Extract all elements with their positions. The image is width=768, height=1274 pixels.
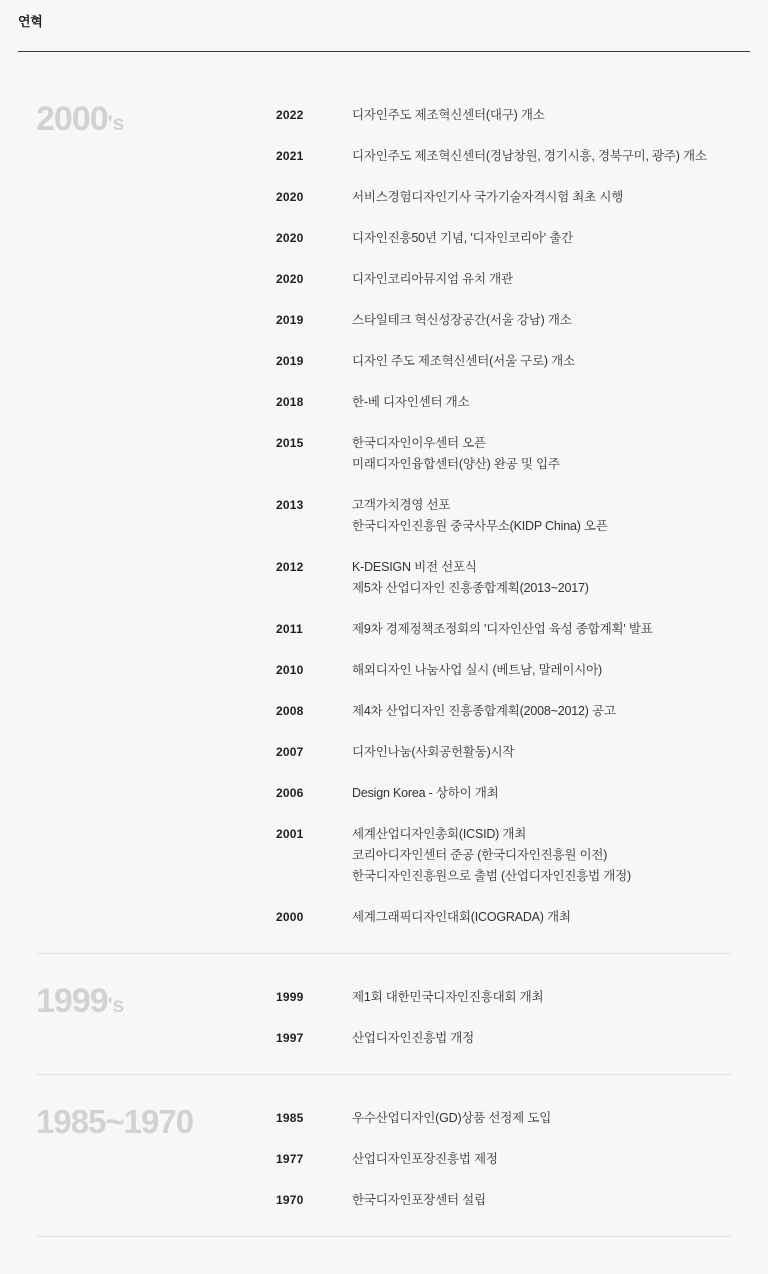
era-entries: [276, 1103, 732, 1210]
entry-texts: [352, 908, 732, 927]
entry-text: 디자인주도 제조혁신센터(대구) 개소: [352, 107, 545, 122]
entry-texts: [352, 661, 732, 680]
entry-year: 1985: [276, 1110, 304, 1125]
page-header: [0, 0, 768, 40]
entry-text: 스타일테크 혁신성장공간(서울 강남) 개소: [352, 312, 572, 327]
entry-texts: [352, 270, 732, 289]
timeline-entry: [276, 620, 732, 639]
entry-texts: [352, 106, 732, 125]
era-label: [36, 1103, 276, 1138]
timeline-entry: [276, 1191, 732, 1210]
timeline-entry: [276, 188, 732, 207]
timeline-era: [36, 953, 732, 1074]
entry-year: 2019: [276, 353, 304, 368]
era-label-main: 2000: [36, 99, 108, 138]
entry-text: 한국디자인진흥원으로 출범 (산업디자인진흥법 개정): [352, 868, 631, 883]
timeline-entry: [276, 702, 732, 721]
entry-year: 2011: [276, 621, 303, 636]
entry-text: 한국디자인포장센터 설립: [352, 1192, 486, 1207]
entry-text: 디자인코리아뮤지엄 유치 개관: [352, 271, 513, 286]
timeline-entry: [276, 825, 732, 886]
timeline-entry: [276, 393, 732, 412]
entry-texts: [352, 1150, 732, 1169]
entry-year: 1999: [276, 989, 304, 1004]
timeline-entry: [276, 1150, 732, 1169]
entry-text: 해외디자인 나눔사업 실시 (베트남, 말레이시아): [352, 662, 602, 677]
entry-year: 1977: [276, 1151, 304, 1166]
era-label-main: 1985~1970: [36, 1102, 194, 1140]
entry-year: 2020: [276, 271, 304, 286]
era-label-suffix: 's: [107, 993, 125, 1017]
era-label: [36, 982, 276, 1018]
entry-year: 2022: [276, 107, 304, 122]
era-label: [36, 100, 276, 136]
entry-texts: [352, 434, 732, 474]
timeline-entry: [276, 988, 732, 1007]
entry-text: 제9차 경제정책조정회의 '디자인산업 육성 종합계획' 발표: [352, 621, 653, 636]
timeline-entry: [276, 1109, 732, 1128]
timeline-entry: [276, 1029, 732, 1048]
timeline-era: [36, 1074, 732, 1236]
timeline-entry: [276, 743, 732, 762]
entry-text: 제4차 산업디자인 진흥종합계획(2008~2012) 공고: [352, 703, 616, 718]
entry-text: 서비스경험디자인기사 국가기술자격시험 최초 시행: [352, 189, 624, 204]
entry-year: 2012: [276, 559, 304, 574]
entry-texts: [352, 147, 732, 166]
entry-texts: [352, 311, 732, 330]
entry-year: 2020: [276, 189, 304, 204]
entry-texts: [352, 1191, 732, 1210]
entry-year: 2007: [276, 744, 304, 759]
entry-text: Design Korea - 상하이 개최: [352, 785, 499, 800]
entry-texts: [352, 352, 732, 371]
timeline-entry: [276, 147, 732, 166]
entry-texts: [352, 743, 732, 762]
timeline-entry: [276, 106, 732, 125]
timeline-entry: [276, 784, 732, 803]
entry-text: 한국디자인진흥원 중국사무소(KIDP China) 오픈: [352, 518, 608, 533]
entry-texts: [352, 620, 732, 639]
entry-text: 제5차 산업디자인 진흥종합계획(2013~2017): [352, 580, 589, 595]
entry-text: 디자인진흥50년 기념, '디자인코리아' 출간: [352, 230, 573, 245]
entry-texts: [352, 393, 732, 412]
timeline-entry: [276, 270, 732, 289]
entry-text: 고객가치경영 선포: [352, 497, 451, 512]
entry-year: 2013: [276, 497, 304, 512]
entry-year: 2018: [276, 394, 304, 409]
entry-texts: [352, 1029, 732, 1048]
entry-year: 2015: [276, 435, 304, 450]
timeline-entry: [276, 661, 732, 680]
timeline-entry: [276, 352, 732, 371]
entry-text: 한국디자인이우센터 오픈: [352, 435, 486, 450]
era-entries: [276, 100, 732, 927]
entry-text: 산업디자인포장진흥법 제정: [352, 1151, 498, 1166]
entry-year: 1970: [276, 1192, 304, 1207]
era-label-main: 1999: [36, 981, 108, 1020]
timeline: [0, 52, 768, 1236]
entry-texts: [352, 1109, 732, 1128]
entry-year: 2020: [276, 230, 304, 245]
entry-text: 제1회 대한민국디자인진흥대회 개최: [352, 989, 544, 1004]
entry-texts: [352, 825, 732, 886]
timeline-entry: [276, 558, 732, 598]
entry-text: 한-베 디자인센터 개소: [352, 394, 470, 409]
entry-year: 2019: [276, 312, 304, 327]
entry-text: 산업디자인진흥법 개정: [352, 1030, 475, 1045]
entry-texts: [352, 496, 732, 536]
timeline-entry: [276, 908, 732, 927]
era-label-suffix: 's: [107, 111, 125, 135]
entry-year: 2010: [276, 662, 304, 677]
entry-texts: [352, 702, 732, 721]
entry-text: 디자인 주도 제조혁신센터(서울 구로) 개소: [352, 353, 575, 368]
entry-texts: [352, 188, 732, 207]
timeline-entry: [276, 496, 732, 536]
entry-text: K-DESIGN 비전 선포식: [352, 559, 477, 574]
timeline-entry: [276, 434, 732, 474]
entry-text: 디자인주도 제조혁신센터(경남창원, 경기시흥, 경북구미, 광주) 개소: [352, 148, 707, 163]
entry-year: 2006: [276, 785, 304, 800]
entry-year: 2008: [276, 703, 304, 718]
entry-text: 미래디자인융합센터(양산) 완공 및 입주: [352, 456, 560, 471]
entry-text: 디자인나눔(사회공헌활동)시작: [352, 744, 515, 759]
entry-text: 세계산업디자인총회(ICSID) 개최: [352, 826, 527, 841]
page-title: 연혁: [18, 14, 43, 29]
entry-texts: [352, 988, 732, 1007]
timeline-entry: [276, 229, 732, 248]
entry-year: 2021: [276, 148, 304, 163]
entry-year: 2000: [276, 909, 304, 924]
entry-texts: [352, 784, 732, 803]
entry-year: 1997: [276, 1030, 304, 1045]
entry-texts: [352, 558, 732, 598]
era-entries: [276, 982, 732, 1048]
timeline-era: [36, 100, 732, 953]
entry-text: 코리아디자인센터 준공 (한국디자인진흥원 이전): [352, 847, 608, 862]
entry-year: 2001: [276, 826, 304, 841]
bottom-spacer: [0, 1238, 768, 1274]
timeline-entry: [276, 311, 732, 330]
entry-text: 세계그래픽디자인대회(ICOGRADA) 개최: [352, 909, 571, 924]
entry-text: 우수산업디자인(GD)상품 선정제 도입: [352, 1110, 552, 1125]
entry-texts: [352, 229, 732, 248]
